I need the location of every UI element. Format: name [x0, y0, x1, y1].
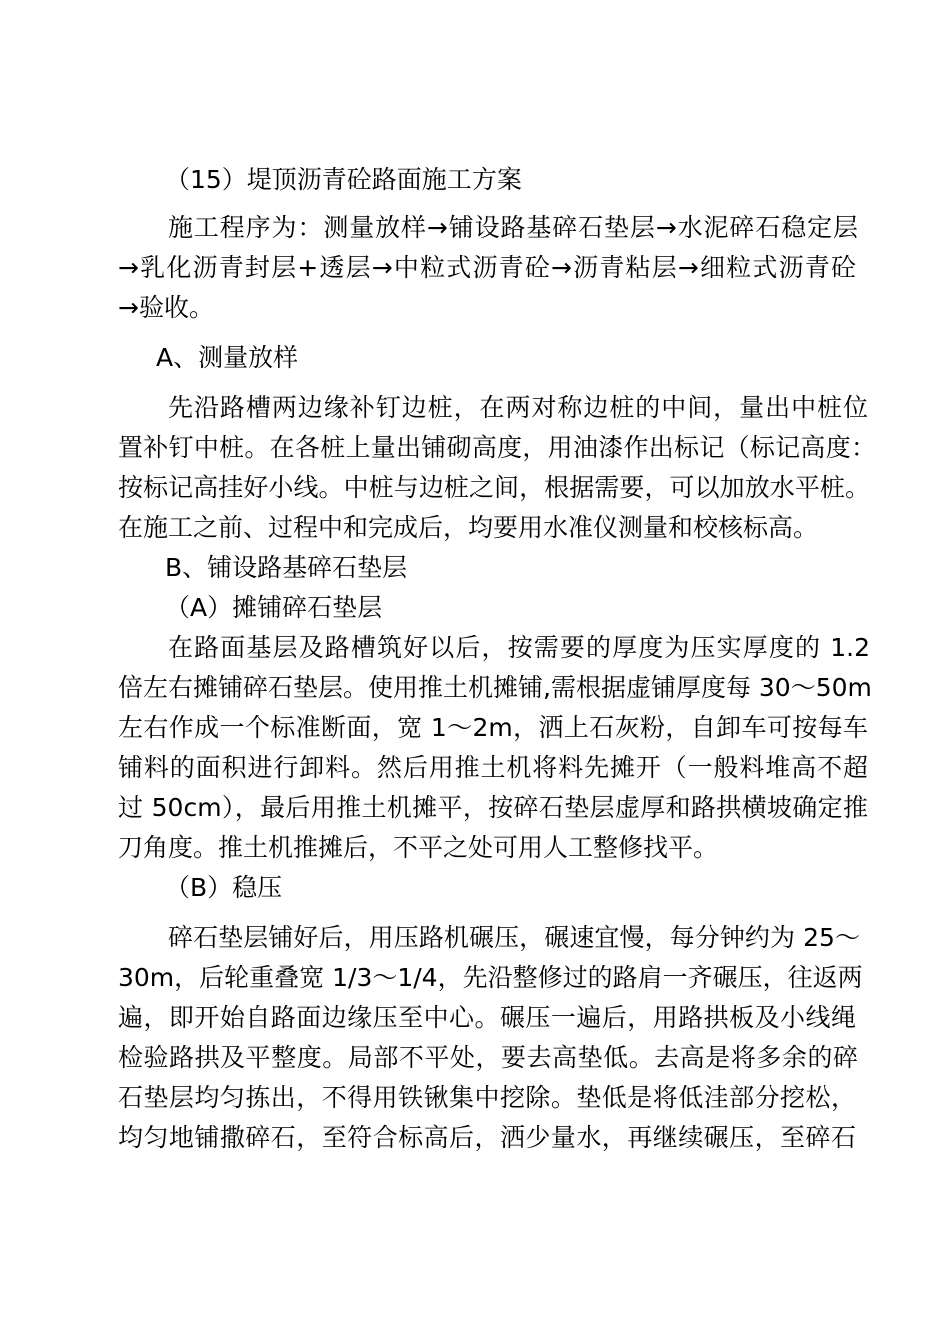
paragraph-line: 施工程序为：测量放样→铺设路基碎石垫层→水泥碎石稳定层: [168, 213, 858, 242]
paragraph-line: 均匀地铺撒碎石，至符合标高后，洒少量水，再继续碾压，至碎石: [118, 1123, 856, 1152]
paragraph-line: 铺料的面积进行卸料。然后用推土机将料先摊开（一般料堆高不超: [118, 753, 868, 782]
paragraph-line: 置补钉中桩。在各桩上量出铺砌高度，用油漆作出标记（标记高度：: [118, 433, 876, 462]
paragraph-line: →验收。: [118, 293, 214, 322]
paragraph-line: 在施工之前、过程中和完成后，均要用水准仪测量和校核标高。: [118, 513, 819, 542]
subheading-b: B、铺设路基碎石垫层: [165, 553, 408, 582]
section-heading-15: （15）堤顶沥青砼路面施工方案: [165, 165, 522, 194]
paragraph-line: 先沿路槽两边缘补钉边桩，在两对称边桩的中间，量出中桩位: [168, 393, 868, 422]
subheading-a-paving: （A）摊铺碎石垫层: [165, 593, 383, 622]
paragraph-line: 在路面基层及路槽筑好以后，按需要的厚度为压实厚度的 1.2: [168, 633, 870, 662]
paragraph-line: 按标记高挂好小线。中桩与边桩之间，根据需要，可以加放水平桩。: [118, 473, 870, 502]
subheading-a: A、测量放样: [156, 343, 299, 372]
paragraph-line: 碎石垫层铺好后，用压路机碾压，碾速宜慢，每分钟约为 25～: [168, 923, 860, 952]
paragraph-line: 石垫层均匀拣出，不得用铁锹集中挖除。垫低是将低洼部分挖松，: [118, 1083, 856, 1112]
paragraph-line: →乳化沥青封层+透层→中粒式沥青砼→沥青粘层→细粒式沥青砼: [118, 253, 856, 282]
paragraph-line: 倍左右摊铺碎石垫层。使用推土机摊铺,需根据虚铺厚度每 30～50m: [118, 673, 872, 702]
paragraph-line: 遍，即开始自路面边缘压至中心。碾压一遍后，用路拱板及小线绳: [118, 1003, 856, 1032]
paragraph-line: 刀角度。推土机推摊后，不平之处可用人工整修找平。: [118, 833, 719, 862]
paragraph-line: 检验路拱及平整度。局部不平处，要去高垫低。去高是将多余的碎: [118, 1043, 858, 1072]
paragraph-line: 左右作成一个标准断面，宽 1～2m，洒上石灰粉，自卸车可按每车: [118, 713, 868, 742]
subheading-b-rolling: （B）稳压: [165, 873, 283, 902]
paragraph-line: 过 50cm），最后用推土机摊平，按碎石垫层虚厚和路拱横坡确定推: [118, 793, 868, 822]
paragraph-line: 30m，后轮重叠宽 1/3～1/4，先沿整修过的路肩一齐碾压，往返两: [118, 963, 863, 992]
